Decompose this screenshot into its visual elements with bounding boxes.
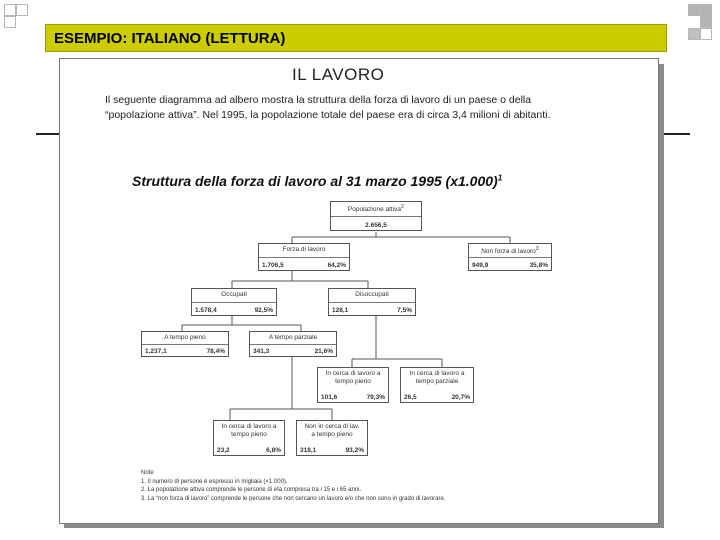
corner-square	[700, 28, 712, 40]
intro-paragraph: Il seguente diagramma ad albero mostra la struttura della forza di lavoro di un paese o della “popolazione attiva”. Nel 1995, la popolazione totale del paese era di circa 3,4 milioni di abitanti.	[105, 94, 551, 121]
node-parziale-non-in-cerca: Non in cerca di lav. a tempo pieno 318,1 93,2%	[296, 420, 368, 456]
slide-title: ESEMPIO: ITALIANO (LETTURA)	[54, 30, 286, 47]
corner-square	[4, 4, 16, 16]
node-in-cerca-tempo-parziale: In cerca di lavoro a tempo parziale 26,5 20,7%	[400, 367, 474, 403]
node-forza-di-lavoro: Forza di lavoro 1.706,5 64,2%	[258, 243, 350, 271]
node-disoccupati: Disoccupati 128,1 7,5%	[328, 288, 416, 316]
note-item: 1. Il numero di persone è espresso in migliaia (×1.000).	[141, 478, 288, 485]
document-page	[59, 58, 659, 524]
node-in-cerca-tempo-pieno: In cerca di lavoro a tempo pieno 101,6 79,3%	[317, 367, 389, 403]
corner-square	[700, 4, 712, 16]
chart-title: Struttura della forza di lavoro al 31 marzo 1995 $(x1.000)^1$	[132, 173, 503, 189]
corner-square	[4, 16, 16, 28]
node-popolazione-attiva: Popolazione attiva$^2$ 2.656,5	[330, 201, 422, 231]
node-a-tempo-parziale: A tempo parziale 341,3 21,6%	[249, 331, 337, 357]
node-parziale-in-cerca-tempo-pieno: In cerca di lavoro a tempo pieno 23,2 6,8%	[213, 420, 285, 456]
note-item: 3. La “non forza di lavoro” comprende le persone che non cercano un lavoro e/o che non sono in grado di lavorare.	[141, 495, 446, 502]
node-non-forza-di-lavoro: Non forza di lavoro$^3$ 949,9 35,8%	[468, 243, 552, 271]
node-occupati: Occupati 1.578,4 92,5%	[191, 288, 277, 316]
note-item: 2. La popolazione attiva comprende le persone di età compresa tra i 15 e i 65 anni.	[141, 487, 362, 493]
notes-heading: Note	[141, 470, 154, 476]
notes-block	[141, 469, 446, 503]
corner-square	[16, 4, 28, 16]
document-title: IL LAVORO	[292, 65, 385, 84]
corner-square	[688, 28, 700, 40]
node-a-tempo-pieno: A tempo pieno 1.237,1 78,4%	[141, 331, 229, 357]
corner-square	[688, 4, 700, 16]
slide-title-bar	[45, 24, 667, 52]
corner-square	[700, 16, 712, 28]
